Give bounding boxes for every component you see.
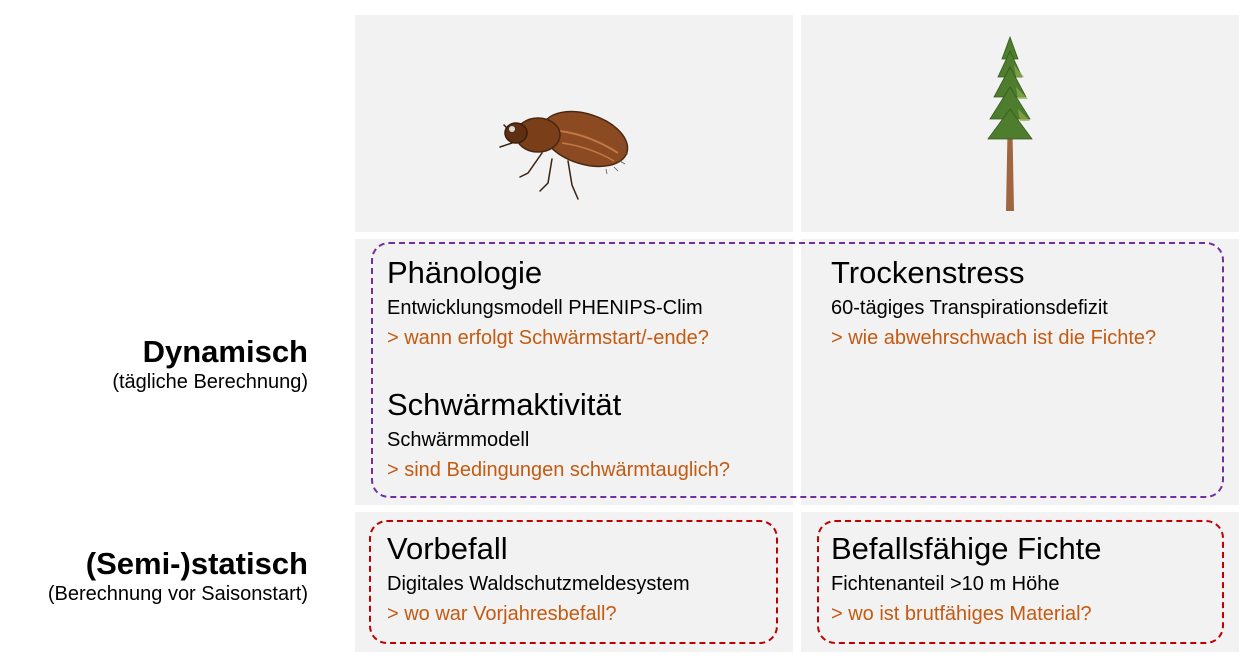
topic-title: Befallsfähige Fichte	[831, 531, 1102, 566]
topic-question: > wo ist brutfähiges Material?	[831, 603, 1092, 626]
topic-model: Entwicklungsmodell PHENIPS-Clim	[387, 297, 703, 320]
topic-question: > wo war Vorjahresbefall?	[387, 603, 617, 626]
topic-drought-stress	[831, 254, 1156, 353]
bark-beetle-icon	[490, 95, 640, 210]
topic-question: > wann erfolgt Schwärmstart/-ende?	[387, 327, 709, 350]
row-label-static	[48, 547, 308, 607]
topic-susceptible-spruce	[831, 530, 1102, 629]
row-label-dynamic	[112, 335, 308, 395]
row-title-static: (Semi-)statisch	[85, 546, 308, 581]
row-title-dynamic: Dynamisch	[142, 334, 308, 369]
topic-model: 60-tägiges Transpirationsdefizit	[831, 297, 1108, 320]
topic-title: Phänologie	[387, 255, 543, 290]
topic-model: Fichtenanteil >10 m Höhe	[831, 573, 1060, 596]
topic-title: Trockenstress	[831, 255, 1025, 290]
topic-title: Vorbefall	[387, 531, 508, 566]
row-subtitle-dynamic: (tägliche Berechnung)	[112, 371, 308, 394]
topic-model: Digitales Waldschutzmeldesystem	[387, 573, 690, 596]
topic-phenology	[387, 254, 709, 353]
topic-question: > sind Bedingungen schwärmtauglich?	[387, 459, 730, 482]
topic-model: Schwärmmodell	[387, 429, 530, 452]
topic-title: Schwärmaktivität	[387, 387, 622, 422]
topic-swarming	[387, 386, 730, 485]
spruce-tree-icon	[980, 35, 1040, 213]
topic-question: > wie abwehrschwach ist die Fichte?	[831, 327, 1157, 350]
topic-prior-infestation	[387, 530, 690, 629]
row-subtitle-static: (Berechnung vor Saisonstart)	[47, 583, 308, 606]
